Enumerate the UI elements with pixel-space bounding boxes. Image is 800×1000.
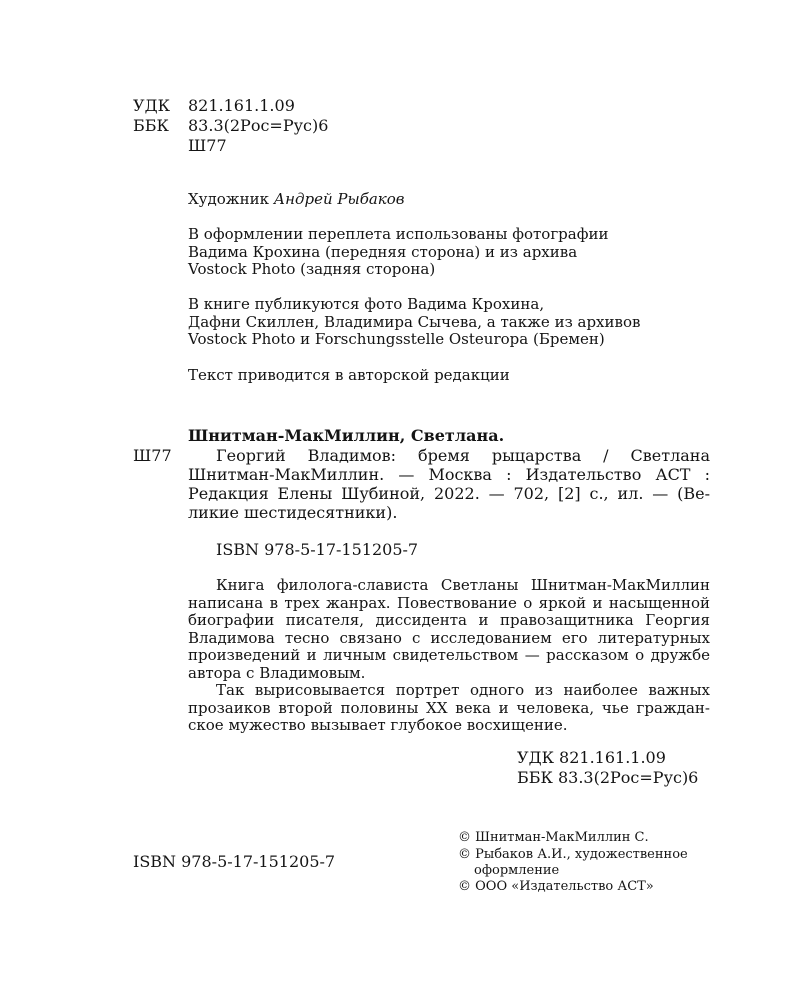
artist-name: Андрей Рыбаков xyxy=(273,190,405,208)
cover-photos-line: Vostock Photo (задняя сторона) xyxy=(188,260,436,278)
cover-photos-line: В оформлении переплета использованы фотографии xyxy=(188,225,609,243)
catalog-entry-line: ликие шестидесятники). xyxy=(188,503,398,522)
abstract-line: биографии писателя, диссидента и правозащитника Георгия xyxy=(188,611,710,629)
catalog-mark: Ш77 xyxy=(133,446,172,465)
abstract-line: автора с Владимовым. xyxy=(188,663,366,682)
bbk-label: ББК xyxy=(133,116,169,135)
abstract-line: ское мужество вызывает глубокое восхищение. xyxy=(188,716,568,734)
book-photos-line: Дафни Скиллен, Владимира Сычева, а также из архивов xyxy=(188,312,641,331)
catalog-entry-line: Редакция Елены Шубиной, 2022. — 702, [2] с., ил. — (Ве- xyxy=(188,484,710,503)
copyright-line: © Шнитман-МакМиллин С. xyxy=(458,830,649,845)
catalog-entry-line: Георгий Владимов: бремя рыцарства / Светлана xyxy=(216,446,710,465)
catalog-entry xyxy=(188,446,710,522)
artist-credit xyxy=(188,191,405,209)
abstract-line: написана в трех жанрах. Повествование о яркой и насыщенной xyxy=(188,593,710,612)
cover-photos-note xyxy=(188,226,608,279)
cover-photos-line: Вадима Крохина (передняя сторона) и из архива xyxy=(188,242,578,261)
author-mark: Ш77 xyxy=(188,136,227,155)
abstract-line: Так вырисовывается портрет одного из наиболее важных xyxy=(216,681,710,699)
udk-line xyxy=(133,96,295,115)
artist-label: Художник xyxy=(188,190,269,208)
abstract xyxy=(188,577,710,735)
copyright-line: © ООО «Издательство АСТ» xyxy=(458,879,654,894)
isbn-bottom: ISBN 978-5-17-151205-7 xyxy=(133,852,336,871)
udk-label: УДК xyxy=(133,96,170,115)
book-photos-line: Vostock Photo и Forschungsstelle Osteuropa (Бремен) xyxy=(188,330,605,348)
abstract-line: Владимова тесно связано с исследованием его литературных xyxy=(188,628,710,647)
book-photos-line: В книге публикуются фото Вадима Крохина, xyxy=(188,295,545,313)
bbk-value: 83.3(2Рос=Рус)6 xyxy=(188,116,329,135)
catalog-entry-line: Шнитман-МакМиллин. — Москва : Издательство АСТ : xyxy=(188,465,710,484)
catalog-author-heading: Шнитман-МакМиллин, Светлана. xyxy=(188,426,505,445)
bbk-line xyxy=(133,116,328,135)
bottom-bbk: ББК 83.3(2Рос=Рус)6 xyxy=(517,768,699,787)
copyright-line: оформление xyxy=(474,863,560,878)
abstract-line: произведений и личным свидетельством — рассказом о дружбе xyxy=(188,646,710,664)
catalog-isbn: ISBN 978-5-17-151205-7 xyxy=(216,540,419,559)
book-photos-note xyxy=(188,296,640,349)
bottom-udk: УДК 821.161.1.09 xyxy=(517,748,666,767)
abstract-line: прозаиков второй половины XX века и человека, чье граждан- xyxy=(188,698,710,717)
abstract-line: Книга филолога-слависта Светланы Шнитман-МакМиллин xyxy=(216,576,710,594)
udk-value: 821.161.1.09 xyxy=(188,96,295,115)
edition-note: Текст приводится в авторской редакции xyxy=(188,366,510,384)
copyright-line: © Рыбаков А.И., художественное xyxy=(458,847,688,862)
